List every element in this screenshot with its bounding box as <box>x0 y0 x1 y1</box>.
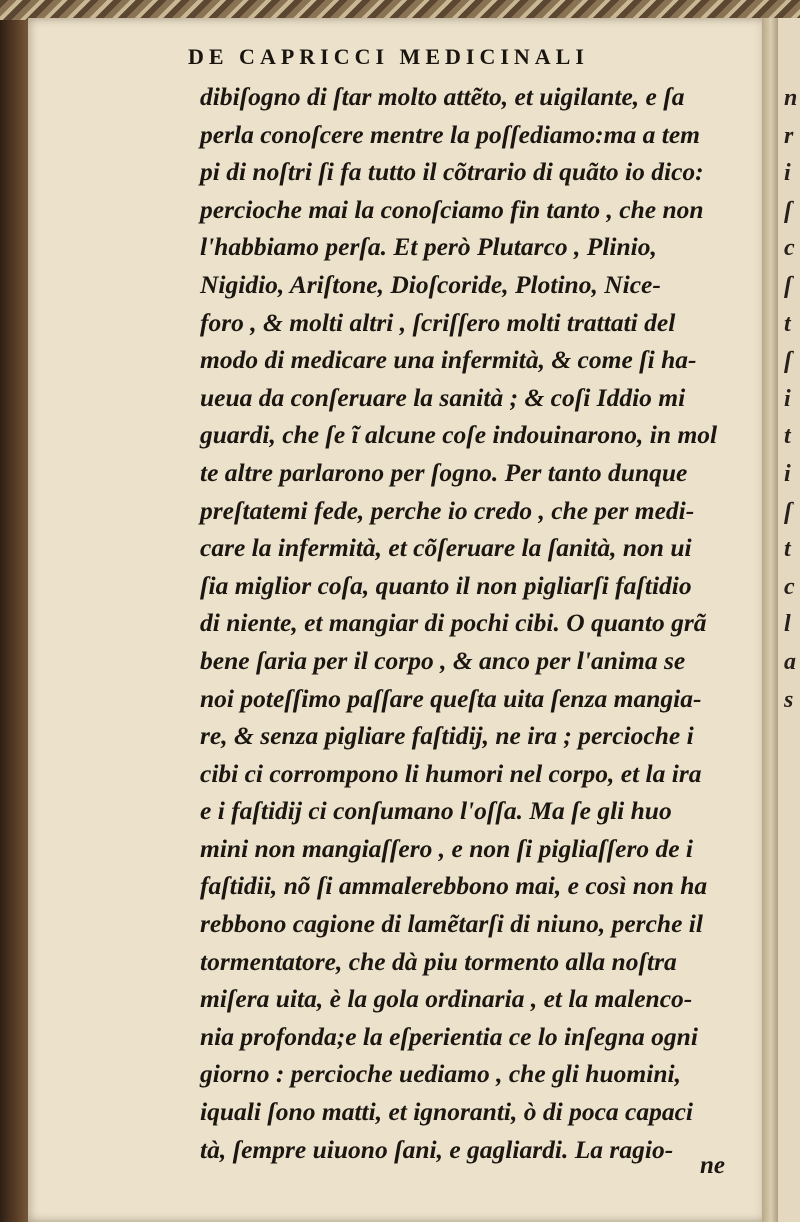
text-line: cibi ci corrompono li humori nel corpo, et la ira <box>200 758 702 788</box>
facing-letter: i <box>784 460 791 487</box>
text-line: e i faſtidij ci conſumano l'oſſa. Ma ſe gli huo <box>200 796 672 826</box>
text-line: iquali ſono matti, et ignoranti, ò di poca capaci <box>200 1097 694 1127</box>
text-line: perla conoſcere mentre la poſſediamo:ma a tem <box>200 119 700 149</box>
text-line: l'habbiamo perſa. Et però Plutarco , Plinio, <box>200 232 657 262</box>
text-line: giorno : percioche uediamo , che gli huomini, <box>200 1059 681 1089</box>
text-line: modo di medicare una infermità, & come ſi ha- <box>200 345 697 375</box>
text-line: foro , & molti altri , ſcriſſero molti trattati del <box>200 307 676 337</box>
text-line: di niente, et mangiar di pochi cibi. O quanto grã <box>200 608 707 638</box>
text-line: re, & senza pigliare faſtidij, ne ira ; percioche i <box>200 721 694 751</box>
facing-letter: ſ <box>784 197 792 224</box>
facing-page-letters <box>784 80 800 719</box>
text-line: tà, ſempre uiuono ſani, e gagliardi. La ragio- <box>200 1134 674 1164</box>
facing-letter: t <box>784 423 791 450</box>
text-line: percioche mai la conoſciamo fin tanto , che non <box>200 194 704 224</box>
facing-letter: l <box>784 611 791 638</box>
text-line: guardi, che ſe ĩ alcune coſe indouinarono, in mol <box>200 420 718 450</box>
text-line: care la infermità, et cõſeruare la ſanità, non ui <box>200 533 692 563</box>
book-spine-shadow <box>0 20 30 1222</box>
running-header: DE CAPRICCI MEDICINALI <box>188 44 589 69</box>
facing-letter: ſ <box>784 498 792 525</box>
text-line: miſera uita, è la gola ordinaria , et la malenco- <box>200 984 693 1014</box>
text-line: bene ſaria per il corpo , & anco per l'anima se <box>200 645 686 675</box>
facing-letter: r <box>784 122 794 149</box>
text-line: ueua da conſeruare la sanità ; & coſi Iddio mi <box>200 382 686 412</box>
facing-letter: n <box>784 85 798 111</box>
text-line: mini non mangiaſſero , e non ſi pigliaſſero de i <box>200 833 694 863</box>
text-line: ſia miglior coſa, quanto il non pigliarſi faſtidio <box>200 570 692 600</box>
facing-letter: t <box>784 536 791 563</box>
facing-letter: t <box>784 310 791 337</box>
facing-letter: s <box>784 686 794 713</box>
facing-letter: i <box>784 160 791 187</box>
text-line: rebbono cagione di lamẽtarſi di niuno, perche il <box>200 909 703 939</box>
text-line: nia profonda;e la eſperientia ce lo inſegna ogni <box>200 1021 698 1051</box>
text-line: pi di noſtri ſi fa tutto il cõtrario di quãto io dico: <box>200 157 704 187</box>
text-line: preſtatemi fede, perche io credo , che per medi- <box>200 495 695 525</box>
book-edge-top <box>0 0 800 20</box>
facing-letter: ſ <box>784 348 792 375</box>
body-text <box>200 78 760 1168</box>
text-line: te altre parlarono per ſogno. Per tanto dunque <box>200 457 688 487</box>
catchword: ne <box>700 1152 725 1179</box>
text-line: faſtidii, nõ ſi ammalerebbono mai, e così non ha <box>200 871 708 901</box>
facing-letter: c <box>784 235 795 262</box>
facing-letter: c <box>784 573 795 600</box>
text-line: dibiſogno di ſtar molto attẽto, et uigilante, e ſa <box>200 82 685 111</box>
facing-letter: i <box>784 385 791 412</box>
text-line: noi poteſſimo paſſare queſta uita ſenza mangia- <box>200 683 702 713</box>
text-line: Nigidio, Ariſtone, Dioſcoride, Plotino, Nice- <box>200 269 661 299</box>
facing-letter: ſ <box>784 272 792 299</box>
facing-letter: a <box>784 648 796 675</box>
text-line: tormentatore, che dà piu tormento alla noſtra <box>200 946 677 976</box>
